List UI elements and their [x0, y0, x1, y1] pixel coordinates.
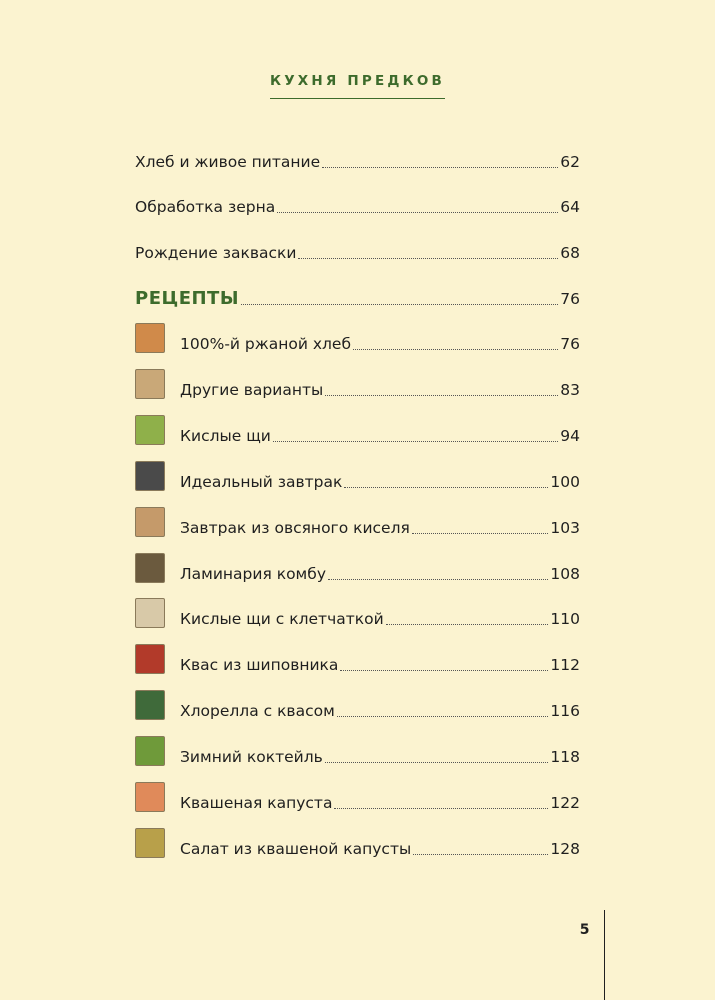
recipe-label: Салат из квашеной капусты	[180, 839, 412, 858]
dot-leader	[340, 670, 548, 671]
recipe-thumbnail	[135, 461, 165, 491]
folio-rule	[604, 910, 606, 1000]
section-page: 76	[560, 290, 580, 308]
recipe-page: 94	[560, 426, 580, 445]
recipe-thumbnail	[135, 690, 165, 720]
recipe-thumbnail	[135, 782, 165, 812]
recipe-label: 100%-й ржаной хлеб	[180, 335, 351, 353]
toc-entry-label: Хлеб и живое питание	[135, 153, 321, 171]
toc-entry-label: Обработка зерна	[135, 198, 276, 216]
recipe-page: 100	[550, 472, 580, 491]
recipe-page: 76	[560, 335, 580, 353]
toc-section-recipes[interactable]	[135, 277, 580, 309]
recipe-page: 110	[550, 610, 580, 629]
recipe-thumbnail	[135, 736, 165, 766]
recipe-entry[interactable]	[135, 643, 580, 675]
page-number: 5	[579, 922, 590, 938]
toc-entry[interactable]	[135, 231, 580, 263]
recipe-label: Другие варианты	[180, 380, 324, 399]
recipe-label: Хлорелла с квасом	[180, 702, 335, 721]
dot-leader	[241, 304, 558, 305]
recipe-entry[interactable]	[135, 460, 580, 492]
recipe-label: Зимний коктейль	[180, 748, 323, 767]
recipe-thumbnail	[135, 828, 165, 858]
recipe-entry[interactable]	[135, 689, 580, 721]
dot-leader	[298, 258, 558, 259]
dot-leader	[344, 487, 548, 488]
recipe-label: Квас из шиповника	[180, 656, 339, 675]
recipe-page: 116	[550, 702, 580, 721]
recipe-label: Кислые щи	[180, 426, 271, 445]
recipe-entry[interactable]	[135, 322, 580, 354]
toc-entry[interactable]	[135, 140, 580, 172]
recipe-entry[interactable]	[135, 781, 580, 813]
recipe-page: 122	[550, 794, 580, 812]
section-heading: РЕЦЕПТЫ	[135, 288, 239, 309]
book-title: КУХНЯ ПРЕДКОВ	[270, 73, 445, 99]
recipe-page: 128	[550, 839, 580, 858]
recipe-label: Кислые щи с клетчаткой	[180, 610, 384, 629]
dot-leader	[328, 579, 548, 580]
recipe-thumbnail	[135, 415, 165, 445]
toc-entry-page: 68	[560, 244, 580, 262]
recipe-thumbnail	[135, 323, 165, 353]
recipe-label: Квашеная капуста	[180, 794, 333, 812]
recipe-page: 108	[550, 564, 580, 583]
dot-leader	[325, 762, 549, 763]
dot-leader	[353, 349, 558, 350]
dot-leader	[412, 533, 549, 534]
recipe-thumbnail	[135, 598, 165, 628]
recipe-entry[interactable]	[135, 552, 580, 584]
dot-leader	[386, 624, 549, 625]
recipe-page: 103	[550, 518, 580, 537]
dot-leader	[322, 167, 558, 168]
toc-entry[interactable]	[135, 185, 580, 217]
dot-leader	[325, 395, 558, 396]
recipe-entry[interactable]	[135, 827, 580, 859]
recipe-thumbnail	[135, 644, 165, 674]
dot-leader	[413, 854, 548, 855]
recipe-label: Ламинария комбу	[180, 564, 326, 583]
recipe-thumbnail	[135, 369, 165, 399]
recipe-thumbnail	[135, 507, 165, 537]
dot-leader	[273, 441, 558, 442]
page-folio	[580, 910, 605, 1000]
recipe-label: Идеальный завтрак	[180, 472, 343, 491]
recipe-page: 118	[550, 748, 580, 767]
recipe-thumbnail	[135, 553, 165, 583]
recipe-page: 83	[560, 380, 580, 399]
recipe-page: 112	[550, 656, 580, 675]
recipe-label: Завтрак из овсяного киселя	[180, 518, 410, 537]
recipe-entry[interactable]	[135, 597, 580, 629]
recipe-entry[interactable]	[135, 735, 580, 767]
dot-leader	[337, 716, 549, 717]
dot-leader	[334, 808, 548, 809]
toc-entry-page: 62	[560, 153, 580, 171]
toc-entry-page: 64	[560, 198, 580, 216]
recipe-entry[interactable]	[135, 506, 580, 538]
recipe-entry[interactable]	[135, 414, 580, 446]
dot-leader	[277, 212, 558, 213]
recipe-entry[interactable]	[135, 368, 580, 400]
toc-entry-label: Рождение закваски	[135, 244, 297, 262]
